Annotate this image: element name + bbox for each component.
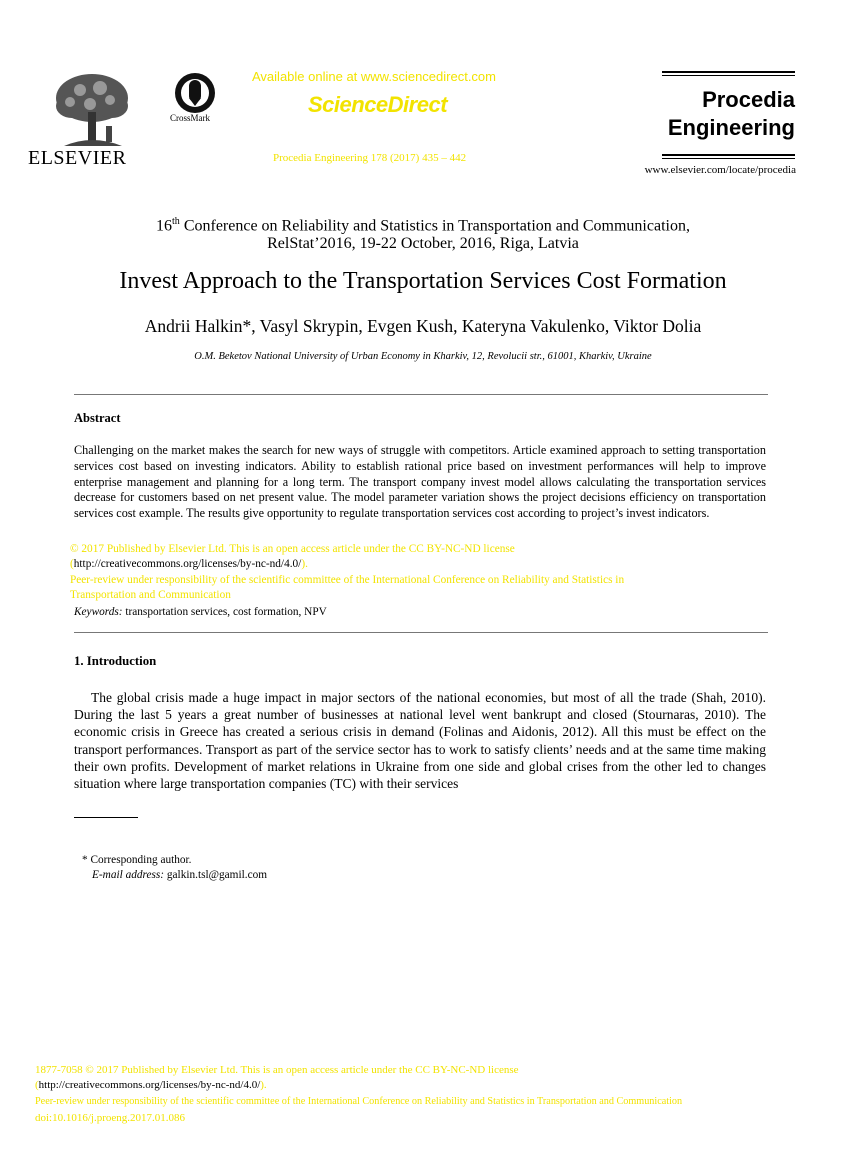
journal-rule-bottom	[662, 154, 795, 156]
keywords	[74, 606, 327, 618]
divider-top	[74, 394, 768, 395]
divider-bottom	[74, 632, 768, 633]
introduction-paragraph: The global crisis made a huge impact in major sectors of the national economies, but most of all the trade (Shah, 2010). During the last 5 years a great number of businesses at national level went bankrupt and closed (Stournaras, 2010). The economic crisis in Greece has created a serious crisis in demand (Folinas and Aidonis, 2012). All this must be effect on the transport performances. Transport as part of the service sector has to work to satisfy clients’ needs and at the same time making their own profits. Development of market relations in Ukraine from one side and global crises from the other led to changes situation where large transportation companies (TC) with their services	[74, 690, 766, 792]
crossmark-label: CrossMark	[170, 113, 210, 123]
journal-rule-bottom-thin	[662, 158, 795, 159]
journal-url[interactable]: www.elsevier.com/locate/procedia	[644, 164, 796, 176]
author-list: Andrii Halkin*, Vasyl Skrypin, Evgen Kush, Kateryna Vakulenko, Viktor Dolia	[144, 316, 702, 336]
keywords-label: Keywords:	[74, 606, 123, 618]
conference-name: Conference on Reliability and Statistics in Transportation and Communication,	[179, 217, 690, 235]
conference-info	[60, 213, 786, 253]
footer-issn-license: 1877-7058 © 2017 Published by Elsevier Ltd. This is an open access article under the CC BY-NC-ND license	[35, 1064, 519, 1076]
affiliation: O.M. Beketov National University of Urban Economy in Kharkiv, 12, Revolucii str., 61001, Kharkiv, Ukraine	[194, 351, 652, 362]
author-email	[92, 869, 267, 881]
journal-title-line1: Procedia	[702, 87, 795, 112]
footer-doi[interactable]: doi:10.1016/j.proeng.2017.01.086	[35, 1112, 186, 1124]
keywords-list: transportation services, cost formation, NPV	[122, 606, 327, 618]
journal-rule-top	[662, 71, 795, 73]
license-link[interactable]: http://creativecommons.org/licenses/by-nc-nd/4.0/	[73, 558, 302, 570]
conference-line1	[60, 213, 786, 235]
journal-title-line2: Engineering	[667, 115, 795, 140]
elsevier-tree-logo	[50, 68, 134, 152]
conference-number: 16	[156, 217, 173, 235]
journal-reference: Procedia Engineering 178 (2017) 435 – 442	[273, 152, 467, 164]
publisher-name: ELSEVIER	[28, 147, 127, 169]
abstract-text: Challenging on the market makes the search for new ways of struggle with competitors. Article examined approach to setting transportation services cost based on investing indicators. Ability to establish rational price based on investment performances will help to improve enterprise management and planning for a long term. The transport company invest model allows calculating the transportation services decrease for customers based on net present value. The model parameter variation shows the project decisions efficiency on transportation services cost example. The results give opportunity to regulate transportation services cost according to project’s invest indicators.	[74, 443, 766, 521]
crossmark-icon[interactable]	[174, 72, 216, 114]
footer-peer-review: Peer-review under responsibility of the scientific committee of the International Conference on Reliability and Statistics in Transportation and Communication	[35, 1096, 683, 1107]
footer-paren-close: ).	[260, 1079, 267, 1091]
email-label: E-mail address:	[92, 869, 165, 881]
peer-review-line2: Transportation and Communication	[70, 589, 231, 601]
license-statement: © 2017 Published by Elsevier Ltd. This is an open access article under the CC BY-NC-ND license	[70, 543, 515, 555]
license-paren-open: (	[70, 558, 74, 570]
conference-line2: RelStat’2016, 19-22 October, 2016, Riga, Latvia	[267, 235, 579, 253]
license-paren-close: ).	[301, 558, 308, 570]
sciencedirect-logo: ScienceDirect	[308, 92, 448, 117]
introduction-body	[74, 689, 766, 792]
corresponding-author-note: * Corresponding author.	[82, 854, 192, 866]
footer-license-link-line	[35, 1079, 267, 1091]
peer-review-line1: Peer-review under responsibility of the scientific committee of the International Conference on Reliability and Statistics in	[70, 574, 625, 586]
footer-license-link[interactable]: http://creativecommons.org/licenses/by-nc-nd/4.0/	[38, 1079, 261, 1091]
available-online-link[interactable]: Available online at www.sciencedirect.com	[252, 69, 496, 84]
license-link-line	[70, 557, 308, 572]
email-address[interactable]: galkin.tsl@gamil.com	[164, 869, 268, 881]
journal-title	[662, 86, 795, 142]
journal-rule-top-thin	[662, 75, 795, 76]
article-title: Invest Approach to the Transportation Services Cost Formation	[119, 268, 727, 294]
footnote-rule	[74, 817, 138, 818]
footer-paren-open: (	[35, 1079, 39, 1091]
conference-ordinal: th	[172, 216, 180, 227]
section-heading-introduction: 1. Introduction	[74, 654, 157, 668]
abstract-heading: Abstract	[74, 411, 121, 425]
